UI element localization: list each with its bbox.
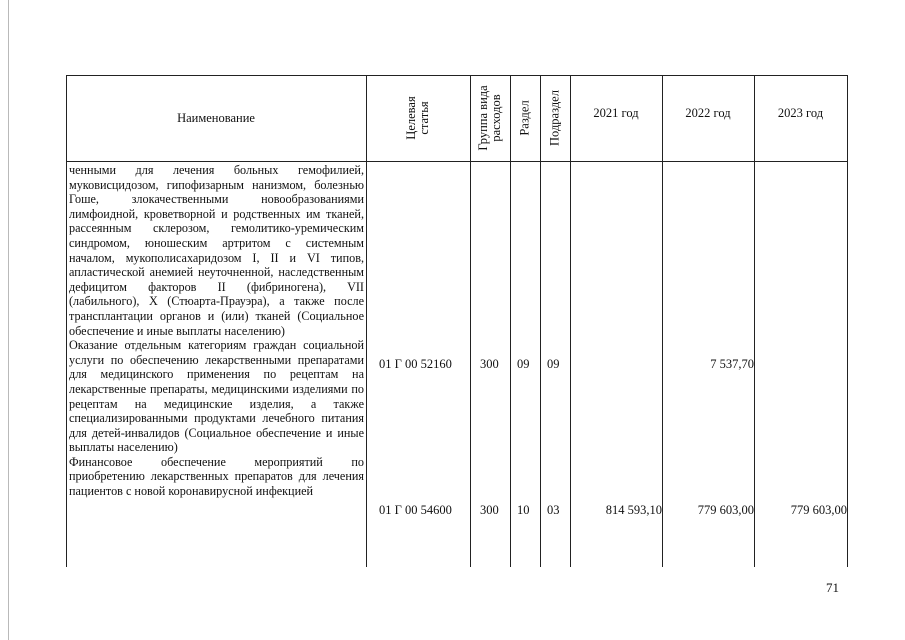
header-section: Раздел (517, 100, 532, 136)
description-item: Оказание отдельным категориям граждан социальной услуги по обеспечению лекарственными препаратами для медицинского применения по рецептам на лекарственные препараты, медицинскими изделиями по рецептам на медицинские изделия, а также специализированными продуктами лечебного питания для детей-инвалидов (Социальное обеспечение и иные выплаты населению) (69, 338, 364, 455)
description-item: ченными для лечения больных гемофилией, муковисцидозом, гипофизарным нанизмом, болезнью Гоше, злокачественными новообразованиями лимфоидной, кроветворной и родственных им тканей, рассеянным склерозом, гемолитико-уремическим синдромом, юношеским артритом с системным началом, мукополисахаридозом I, II и VI типов, апластической анемией неуточненной, наследственным дефицитом факторов II (фибриногена), VII (лабильного), X (Стюарта-Прауэра), а также после трансплантации органов и (или) тканей (Социальное обеспечение и иные выплаты населению) (69, 163, 364, 338)
row1-section: 09 (517, 357, 530, 371)
row2-subsection: 03 (547, 503, 560, 517)
row2-section: 10 (517, 503, 530, 517)
row2-year-2021: 814 593,10 (605, 503, 662, 517)
header-name: Наименование (177, 110, 255, 125)
header-year-2022: 2022 год (685, 105, 731, 120)
row1-year-2022: 7 537,70 (710, 357, 754, 371)
row1-target-article: 01 Г 00 52160 (379, 357, 452, 371)
header-expense-group: Группа вида расходов (476, 85, 503, 151)
description-item: Финансовое обеспечение мероприятий по приобретению лекарственных препаратов для лечения пациентов с новой коронавирусной инфекцией (69, 454, 364, 499)
row2-year-2023: 779 603,00 (790, 503, 847, 517)
header-subsection: Подраздел (547, 90, 562, 146)
budget-table (66, 75, 848, 567)
header-year-2023: 2023 год (777, 105, 824, 120)
row1-subsection: 09 (547, 357, 560, 371)
page-number: 71 (826, 580, 839, 595)
scan-edge-line (8, 0, 9, 640)
row2-expense-group: 300 (480, 503, 499, 517)
description-column (69, 163, 364, 499)
header-year-2021: 2021 год (593, 105, 639, 120)
header-target-article: Целевая статья (404, 96, 431, 140)
row2-year-2022: 779 603,00 (697, 503, 754, 517)
row2-target-article: 01 Г 00 54600 (379, 503, 452, 517)
row1-expense-group: 300 (480, 357, 499, 371)
